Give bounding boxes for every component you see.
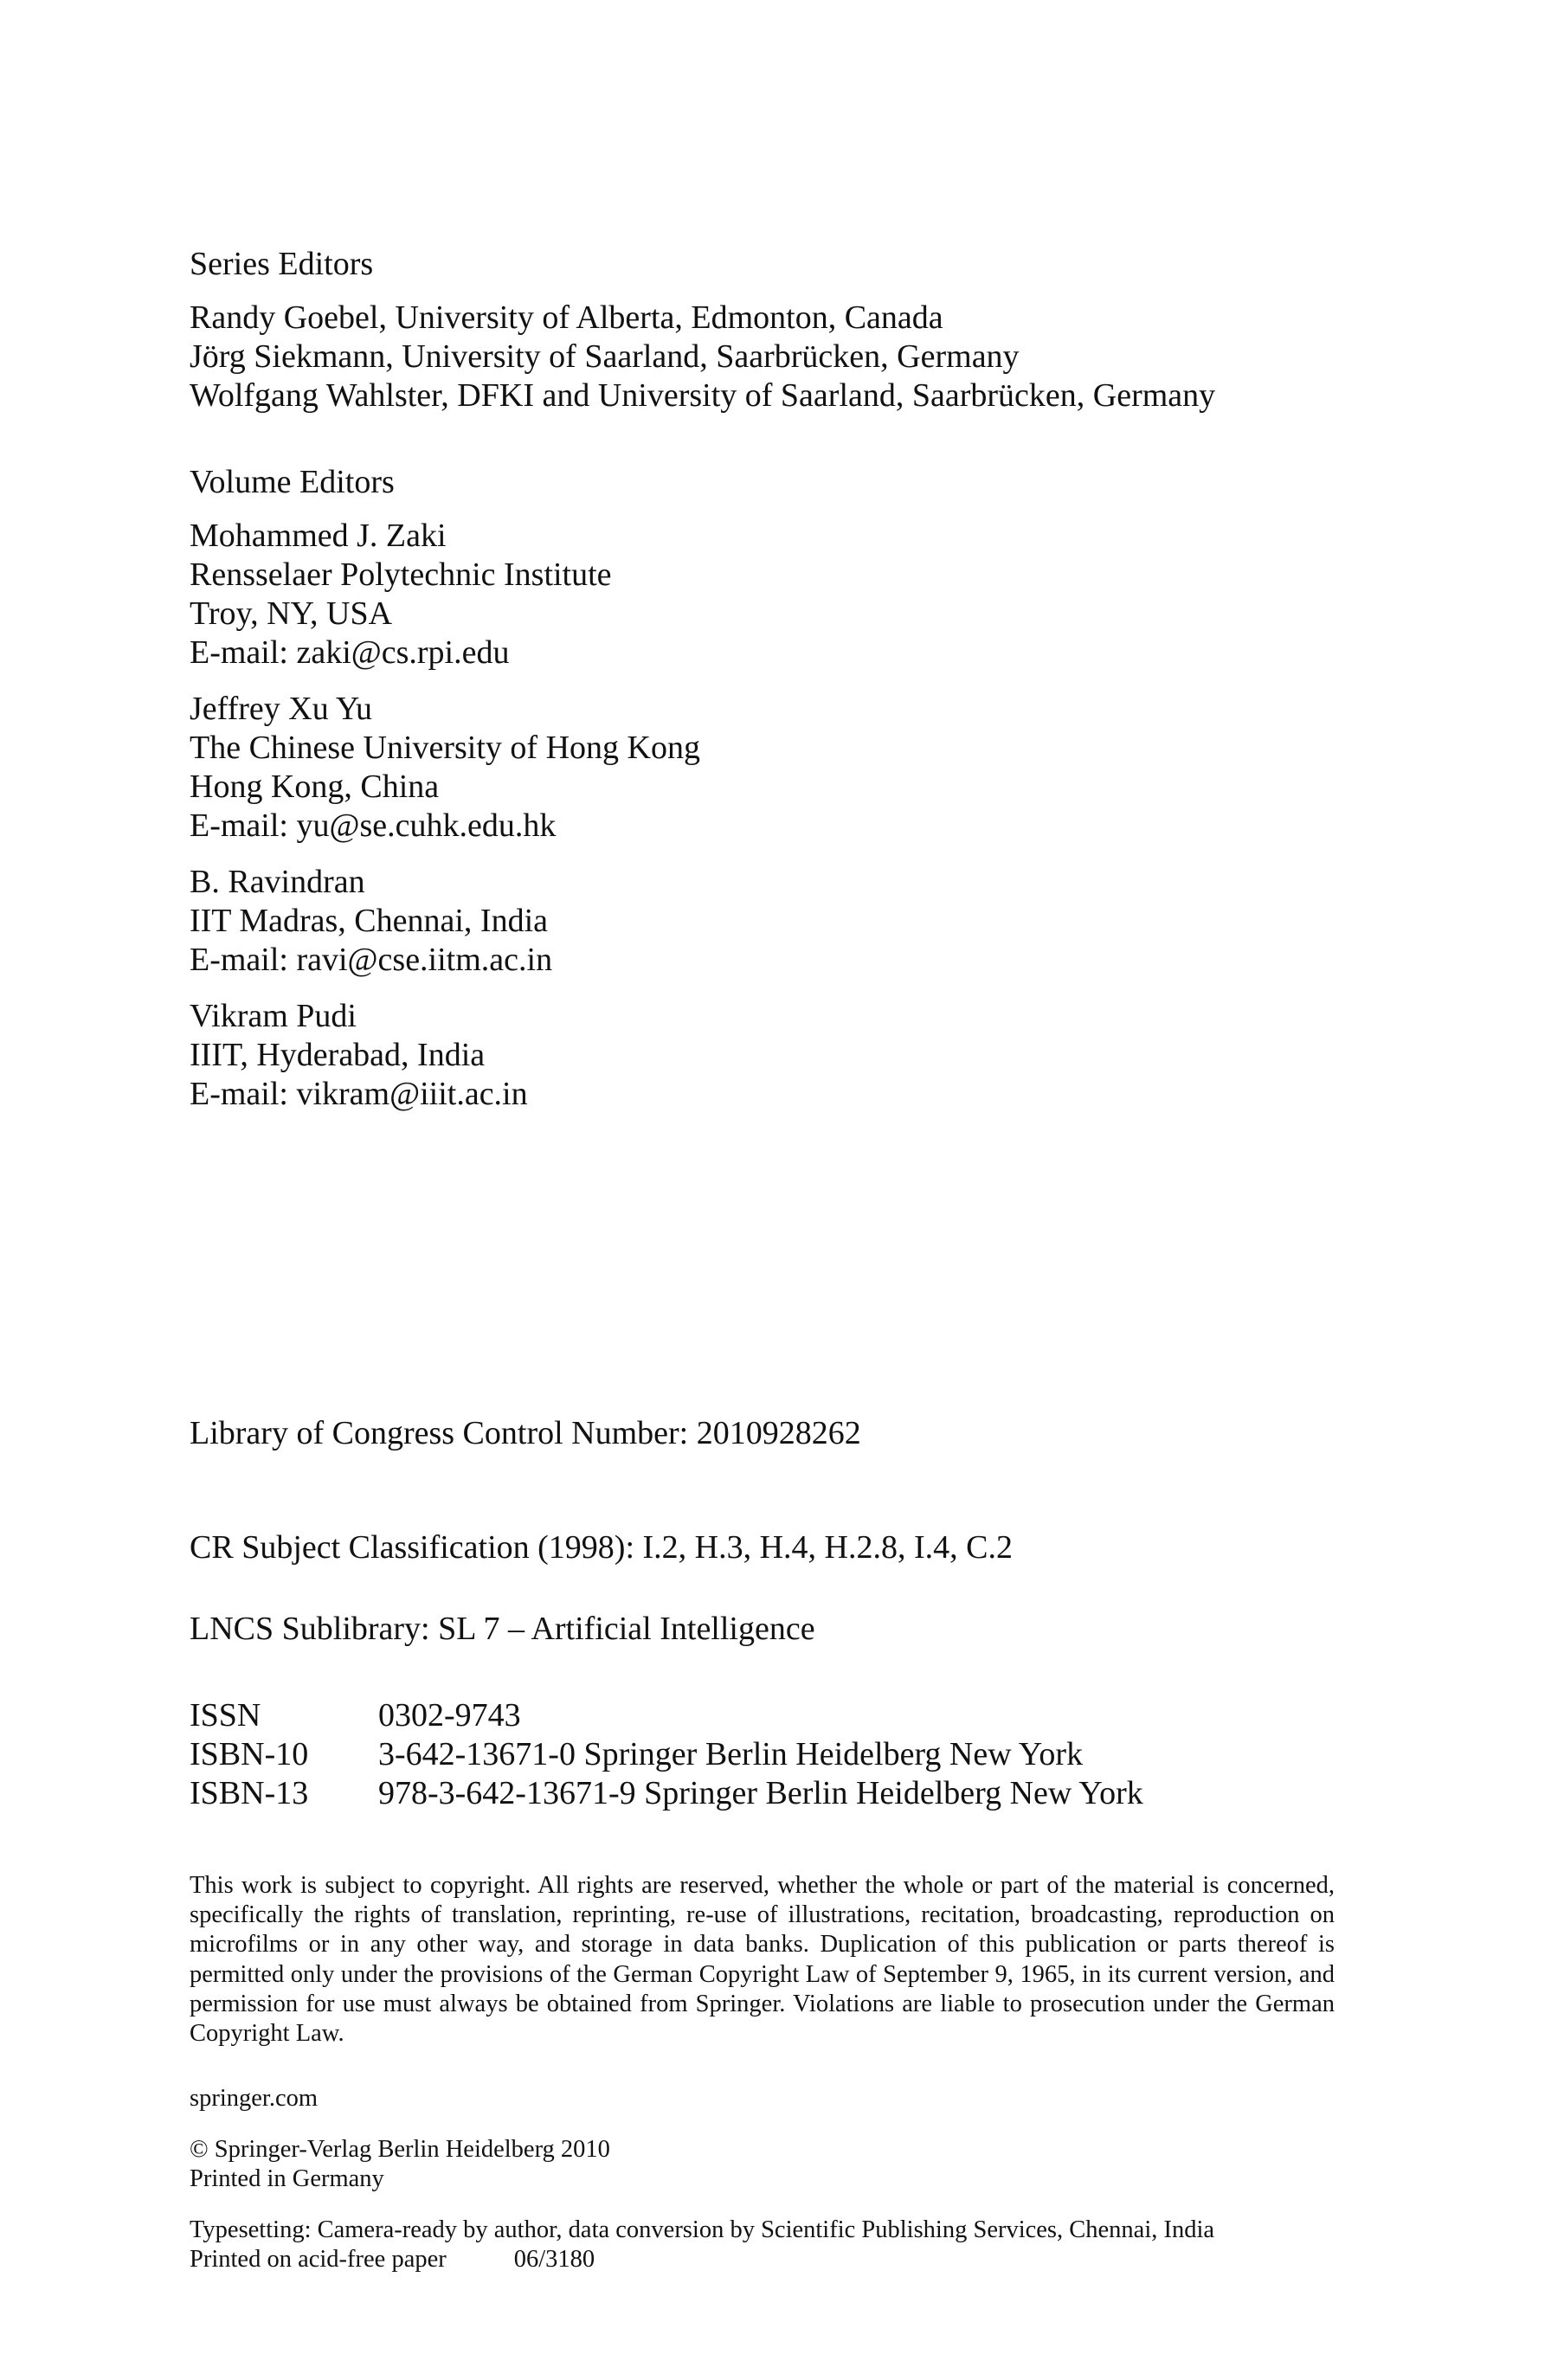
identifier-value: 3-642-13671-0 Springer Berlin Heidelberg New York: [378, 1736, 1084, 1772]
series-editor-line: Wolfgang Wahlster, DFKI and University of Saarland, Saarbrücken, Germany: [190, 377, 1216, 414]
editor-location: Hong Kong, China: [190, 769, 440, 805]
series-editors-section: [190, 245, 1215, 415]
series-editors-heading: Series Editors: [190, 246, 374, 282]
printed-in: Printed in Germany: [190, 2165, 384, 2193]
editor-email: E-mail: ravi@cse.iitm.ac.in: [190, 942, 553, 978]
identifier-key: ISBN-10: [190, 1736, 309, 1772]
editor-name: Vikram Pudi: [190, 998, 357, 1034]
editor-affiliation: The Chinese University of Hong Kong: [190, 730, 700, 766]
editor-email: E-mail: yu@se.cuhk.edu.hk: [190, 807, 557, 844]
typesetting-line: Typesetting: Camera-ready by author, data conversion by Scientific Publishing Services, Chennai, India: [190, 2216, 1215, 2243]
series-editor-line: Jörg Siekmann, University of Saarland, Saarbrücken, Germany: [190, 338, 1020, 375]
editor-name: Jeffrey Xu Yu: [190, 691, 373, 727]
editor-entry: [190, 517, 700, 672]
identifier-table: [190, 1696, 1143, 1813]
copyright-notice: This work is subject to copyright. All rights are reserved, whether the whole or part of the material is concerned, specifically the rights of translation, reprinting, re-use of illustrations, recitation, broadcasting, reproduction on microfilms or in any other way, and storage in data banks. Duplication of this publication or parts thereof is permitted only under the provisions of the German Copyright Law of September 9, 1965, in its current version, and permission for use must always be obtained from Springer. Violations are liable to prosecution under the German Copyright Law.: [190, 1872, 1335, 2048]
copyright-line: © Springer-Verlag Berlin Heidelberg 2010: [190, 2136, 610, 2163]
editor-name: Mohammed J. Zaki: [190, 518, 447, 554]
identifier-value: 0302-9743: [378, 1697, 521, 1734]
copyright-block: [190, 2135, 610, 2194]
print-code: 06/3180: [513, 2246, 595, 2274]
copyright-page: [190, 0, 1401, 2380]
identifier-row: [190, 1735, 1143, 1774]
editor-location: Troy, NY, USA: [190, 595, 393, 632]
series-editor-line: Randy Goebel, University of Alberta, Edmonton, Canada: [190, 299, 943, 336]
cr-classification: CR Subject Classification (1998): I.2, H.3, H.4, H.2.8, I.4, C.2: [190, 1529, 1013, 1566]
lccn: Library of Congress Control Number: 2010928262: [190, 1415, 861, 1451]
paper-text: Printed on acid-free paper: [190, 2246, 447, 2274]
paper-line: [190, 2245, 1214, 2274]
editor-email: E-mail: zaki@cs.rpi.edu: [190, 634, 510, 671]
editor-email: E-mail: vikram@iiit.ac.in: [190, 1076, 528, 1112]
editor-name: B. Ravindran: [190, 864, 365, 900]
identifier-row: [190, 1774, 1143, 1813]
identifier-key: ISBN-13: [190, 1775, 309, 1811]
volume-editors-section: [190, 463, 700, 1114]
identifier-row: [190, 1696, 1143, 1735]
editor-entry: [190, 690, 700, 846]
lncs-sublibrary: LNCS Sublibrary: SL 7 – Artificial Intelligence: [190, 1611, 815, 1647]
publisher-website: springer.com: [190, 2085, 319, 2112]
editor-entry: [190, 863, 700, 980]
editor-affiliation: Rensselaer Polytechnic Institute: [190, 556, 612, 593]
identifier-key: ISSN: [190, 1697, 261, 1734]
identifier-value: 978-3-642-13671-9 Springer Berlin Heidelberg New York: [378, 1775, 1143, 1811]
editor-affiliation: IIIT, Hyderabad, India: [190, 1037, 486, 1073]
editor-entry: [190, 997, 700, 1114]
printing-block: [190, 2216, 1214, 2274]
volume-editors-heading: Volume Editors: [190, 464, 395, 500]
editor-affiliation: IIT Madras, Chennai, India: [190, 903, 549, 939]
